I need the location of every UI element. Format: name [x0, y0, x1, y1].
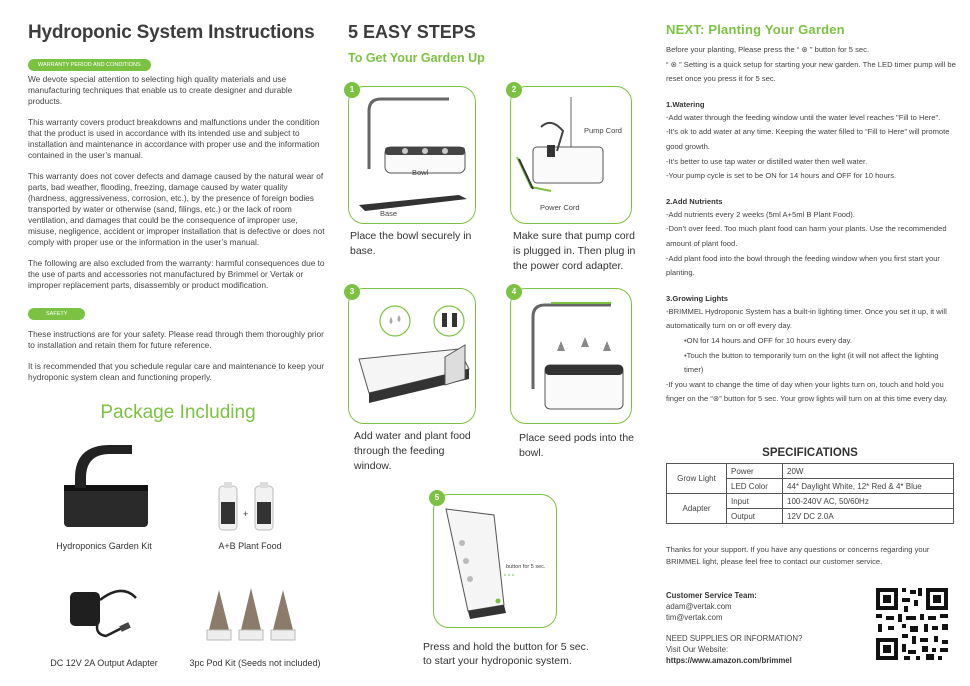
- steps-title: 5 EASY STEPS: [348, 22, 476, 42]
- step-text: Add water and plant food through the feeding window.: [354, 430, 471, 472]
- spec-value: 20W: [783, 464, 954, 479]
- figure-label: Power Cord: [540, 203, 580, 212]
- warranty-column: [28, 22, 328, 383]
- adapter-image: [62, 578, 142, 638]
- email-link[interactable]: adam@vertak.com: [666, 602, 732, 611]
- spec-title: SPECIFICATIONS: [762, 447, 858, 459]
- nutrients-text: -Don’t over feed. Too much plant food can harm your plants. Use the recommended amount of plant food.: [666, 224, 947, 248]
- step-number: 1: [344, 82, 360, 98]
- spec-label: Power: [727, 464, 783, 479]
- contact-block: [666, 590, 856, 666]
- package-title: Package Including: [100, 402, 256, 423]
- lights-bullet: •Touch the button to temporarily turn on the light (it will not affect the lighting timer): [684, 350, 939, 375]
- package-caption: A+B Plant Food: [218, 541, 282, 551]
- figure-label: button for 5 sec.: [506, 564, 546, 570]
- step-text: Place the bowl securely in base.: [350, 230, 472, 257]
- safety-pill: SAFETY: [28, 308, 85, 320]
- nutrients-text: -Add nutrients every 2 weeks (5ml A+5ml B Plant Food).: [666, 209, 855, 219]
- website-link[interactable]: https://www.amazon.com/brimmel: [666, 656, 792, 665]
- intro-text: “ ⊛ ” Setting is a quick setup for starting your new garden. The LED timer pump will be reset once you press it for 5 sec.: [666, 59, 956, 84]
- step-text: Place seed pods into the bowl.: [519, 432, 634, 459]
- step-1-figure: [348, 86, 476, 224]
- step-3-figure: [348, 288, 476, 424]
- package-caption: Hydroponics Garden Kit: [56, 541, 152, 551]
- spec-label: Input: [727, 494, 783, 509]
- spec-value: 100-240V AC, 50/60Hz: [783, 494, 954, 509]
- watering-text: -Your pump cycle is set to be ON for 14 hours and OFF for 10 hours.: [666, 171, 897, 181]
- section-heading: 2.Add Nutrients: [666, 196, 723, 206]
- safety-paragraph: It is recommended that you schedule regular care and maintenance to keep your hydroponic system clean and functioning properly.: [28, 361, 325, 382]
- lights-text: -If you want to change the time of day when your lights turn on, touch and hold you finger on the “⊛” button for 5 sec. Your grow lights will turn on at this time every day.: [666, 379, 948, 404]
- step-text: Press and hold the button for 5 sec. to start your hydroponic system.: [423, 641, 589, 667]
- steps-subtitle: To Get Your Garden Up: [348, 51, 485, 65]
- pod-kit-image: [203, 586, 299, 644]
- qr-code: [872, 584, 952, 664]
- warranty-pill: WARRANTY PERIOD AND CONDITIONS: [28, 59, 151, 71]
- step-number: 5: [429, 490, 445, 506]
- lights-bullet: •ON for 14 hours and OFF for 10 hours every day.: [684, 335, 852, 345]
- page-title: Hydroponic System Instructions: [28, 22, 315, 43]
- cs-title: Customer Service Team:: [666, 591, 757, 600]
- intro-text: Before your planting, Please press the “ ⊛ ” button for 5 sec.: [666, 45, 870, 54]
- step-number: 3: [344, 284, 360, 300]
- spec-group: Grow Light: [667, 464, 727, 494]
- visit-label: Visit Our Website:: [666, 645, 729, 654]
- next-title: NEXT: Planting Your Garden: [666, 22, 845, 37]
- warranty-paragraph: We devote special attention to selecting high quality materials and use manufacturing techniques that enable us to create designer and durable products.: [28, 74, 293, 106]
- lights-text: -BRIMMEL Hydroponic System has a built-in lighting timer. Once you set it up, it will automatically turn on or off every day.: [666, 306, 947, 331]
- email-link[interactable]: tim@vertak.com: [666, 613, 723, 622]
- section-heading: 1.Watering: [666, 99, 705, 109]
- garden-kit-image: [60, 440, 150, 530]
- plant-food-image: [215, 482, 277, 532]
- section-heading: 3.Growing Lights: [666, 293, 729, 303]
- spec-table: [666, 463, 954, 524]
- spec-group: Adapter: [667, 494, 727, 524]
- spec-value: 44* Daylight White, 12* Red & 4* Blue: [783, 479, 954, 494]
- figure-label: Pump Cord: [584, 126, 622, 135]
- spec-label: LED Color: [727, 479, 783, 494]
- warranty-paragraph: This warranty does not cover defects and damage caused by the natural wear of parts, bad weather, flooding, freezing, damage caused by water quality (hardness, aggressiveness, corrosion, etc.), by the presence of foreign bodies transported by water or otherwise (sand, filings, etc.) or the lack of room ventilation, and damages that could be the consequence of improper use, misuse, negligence, accident or improper installation that is defective or does not comply with proper use or the information in the user’s manual.: [28, 171, 325, 247]
- watering-text: -It’s better to use tap water or distilled water then well water.: [666, 156, 868, 166]
- safety-paragraph: These instructions are for your safety. Please read through them thoroughly prior to installation and retain them for future reference.: [28, 329, 324, 350]
- nutrients-text: -Add plant food into the bowl through the feeding window when you first start your planting.: [666, 253, 940, 278]
- watering-text: -It’s ok to add water at any time. Keeping the water filled to “Fill to Here” will promote good growth.: [666, 127, 950, 151]
- spec-label: Output: [727, 509, 783, 524]
- figure-label: Bowl: [412, 168, 429, 177]
- package-caption: 3pc Pod Kit (Seeds not included): [189, 658, 321, 668]
- warranty-paragraph: This warranty covers product breakdowns and malfunctions under the condition that the product is used in accordance with its intended use and subject to installation and maintenance in accordance with proper use and the information contained in the user’s manual.: [28, 117, 320, 160]
- package-caption: DC 12V 2A Output Adapter: [50, 658, 158, 668]
- plus-sign: +: [243, 509, 249, 519]
- spec-value: 12V DC 2.0A: [783, 509, 954, 524]
- need-supplies: NEED SUPPLIES OR INFORMATION?: [666, 634, 803, 643]
- warranty-paragraph: The following are also excluded from the warranty: harmful consequences due to the use of parts and accessories not manufactured by Brimmel or Vertak or improper replacement parts, disassembly or product modification.: [28, 258, 325, 290]
- step-text: Make sure that pump cord is plugged in. Then plug in the power cord adapter.: [513, 230, 636, 272]
- step-number: 2: [506, 82, 522, 98]
- step-5-figure: [433, 494, 557, 628]
- step-4-figure: [510, 288, 632, 424]
- watering-text: -Add water through the feeding window until the water level reaches "Fill to Here".: [666, 112, 941, 122]
- planting-column: [666, 22, 956, 407]
- step-number: 4: [506, 284, 522, 300]
- thanks-text: Thanks for your support. If you have any questions or concerns regarding your BRIMMEL light, please feel free to contact our customer service.: [666, 545, 930, 566]
- figure-label: Base: [380, 209, 398, 218]
